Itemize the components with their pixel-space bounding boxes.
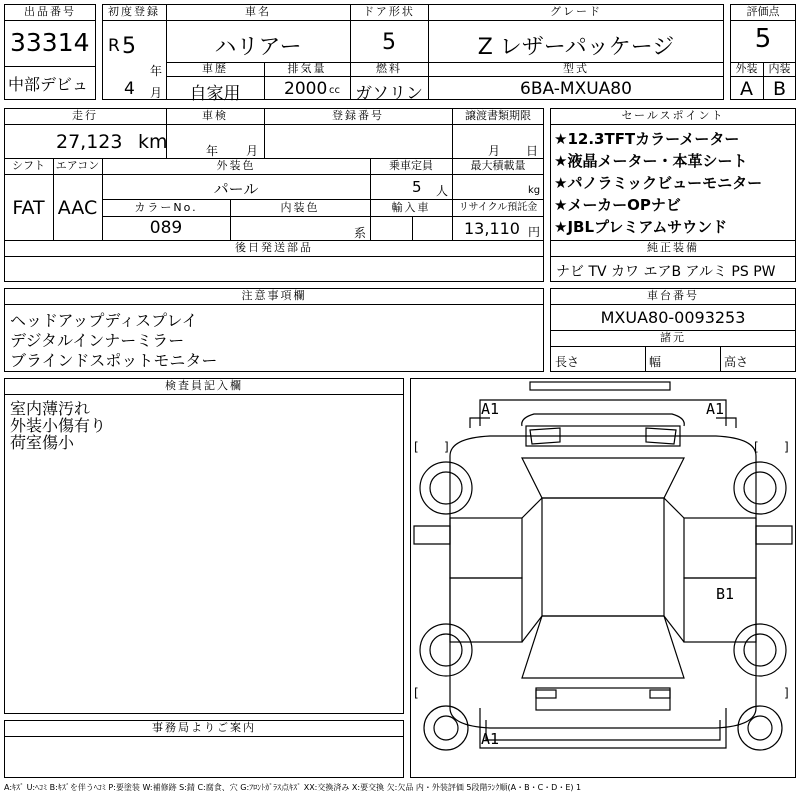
model-value: 6BA-MXUA80: [520, 79, 632, 99]
car-diagram: [410, 378, 796, 778]
sales-item: ★12.3TFTカラーメーター: [554, 130, 740, 148]
int-grade: B: [772, 78, 787, 100]
color-no-label: カラーNo.: [134, 201, 198, 214]
capacity-unit: 人: [436, 184, 449, 198]
recycle-value: 13,110: [464, 219, 520, 238]
lot-label: 出品番号: [24, 5, 76, 18]
glass-bracket: ]: [784, 686, 789, 700]
mileage-value: 27,123: [56, 131, 123, 153]
glass-bracket: [: [414, 686, 419, 700]
color-value: パール: [213, 180, 259, 198]
equip-label: 純正装備: [647, 241, 699, 254]
model-label: 型式: [563, 62, 589, 75]
fuel-label: 燃料: [376, 62, 402, 75]
spec-height: 高さ: [724, 355, 749, 369]
sales-item: ★パノラミックビューモニター: [554, 174, 763, 192]
inspector-item: 室内薄汚れ: [10, 399, 91, 418]
lot-number: 33314: [10, 28, 90, 57]
ext-grade: A: [740, 78, 753, 100]
transfer-month-unit: 月: [488, 144, 501, 158]
reg-year: 5: [122, 34, 136, 59]
color-no-value: 089: [149, 218, 183, 238]
capacity-label: 乗車定員: [389, 159, 433, 172]
recycle-unit: 円: [528, 225, 541, 239]
sales-item: ★メーカーOPナビ: [554, 196, 681, 214]
fuel-value: ガソリン: [355, 84, 423, 104]
glass-bracket: ]: [784, 440, 789, 454]
door-value: 5: [382, 30, 396, 55]
ac-label: エアコン: [55, 159, 100, 172]
displacement-value: 2000: [284, 79, 328, 99]
door-label: ドア形状: [363, 5, 415, 18]
sales-item: ★液晶メーター・本革シート: [554, 152, 748, 170]
era: R: [108, 36, 120, 56]
office-label: 事務局よりご案内: [152, 721, 256, 734]
legend: A:ｷｽﾞ U:ﾍｺﾐ B:ｷｽﾞを伴うﾍｺﾐ P:要塗装 W:補修跡 S:錆 C:腐食、穴 G:ﾌﾛﾝﾄｶﾞﾗｽ点ｷｽﾞ XX:交換済み X:要交換 欠:欠品 内・外装評価 5段階ﾗﾝｸ順(A・B・C・D・E) 1: [4, 783, 582, 792]
inspection-label: 車検: [202, 109, 228, 122]
note-item: ヘッドアップディスプレイ: [10, 311, 198, 330]
damage-mark: A1: [706, 400, 725, 418]
spec-width: 幅: [649, 355, 662, 369]
score-label: 評価点: [746, 5, 780, 18]
inspector-label: 検査員記入欄: [165, 379, 243, 392]
transfer-day-unit: 日: [526, 144, 539, 158]
damage-mark: A1: [481, 400, 500, 418]
spec-label: 諸元: [660, 331, 686, 344]
month-unit: 月: [150, 86, 163, 100]
damage-mark: B1: [716, 585, 735, 603]
shift-value: FAT: [12, 197, 45, 219]
first-reg-label: 初度登録: [108, 5, 160, 18]
grade-value: Z レザーパッケージ: [477, 35, 675, 60]
recycle-label: リサイクル預託金: [458, 202, 538, 213]
inspection-month-unit: 月: [246, 144, 259, 158]
mileage-label: 走行: [72, 109, 98, 122]
int-color-unit: 系: [354, 226, 367, 240]
displacement-label: 排気量: [287, 62, 327, 75]
glass-bracket: [: [754, 440, 759, 454]
inspection-year-unit: 年: [206, 144, 219, 158]
debut-label: 中部デビュ: [8, 75, 89, 94]
inspector-item: 外装小傷有り: [10, 416, 107, 435]
history-label: 車歴: [202, 62, 228, 75]
color-label: 外装色: [216, 159, 256, 172]
chassis-value: MXUA80-0093253: [600, 308, 746, 327]
inspector-item: 荷室傷小: [10, 433, 75, 452]
int-label: 内装: [768, 62, 791, 75]
equip-value: ナビ TV カワ エアB アルミ PS PW: [556, 264, 776, 280]
car-name: ハリアー: [214, 35, 302, 60]
later-parts-label: 後日発送部品: [235, 241, 313, 254]
displacement-unit: cc: [329, 85, 340, 96]
capacity-value: 5: [412, 178, 422, 196]
mileage-unit: km: [138, 131, 168, 153]
notes-label: 注意事項欄: [241, 289, 307, 302]
spec-length: 長さ: [555, 355, 580, 369]
transfer-label: 譲渡書類期限: [465, 109, 531, 122]
load-unit: kg: [528, 185, 541, 196]
glass-bracket: ]: [444, 440, 449, 454]
shift-label: シフト: [12, 159, 45, 172]
ext-label: 外装: [735, 62, 758, 75]
note-item: ブラインドスポットモニター: [10, 351, 218, 370]
note-item: デジタルインナーミラー: [10, 331, 185, 350]
int-color-label: 内装色: [280, 201, 320, 214]
chassis-label: 車台番号: [647, 289, 699, 302]
glass-bracket: [: [414, 440, 419, 454]
ac-value: AAC: [57, 197, 98, 219]
reg-month: 4: [124, 79, 135, 99]
damage-mark: A1: [481, 730, 500, 748]
reg-label: 登録番号: [332, 109, 384, 122]
sales-item: ★JBLプレミアムサウンド: [554, 218, 728, 236]
car-name-label: 車名: [245, 5, 271, 18]
score-value: 5: [754, 24, 772, 54]
grade-label: グレード: [550, 5, 602, 18]
history-value: 自家用: [189, 84, 241, 104]
import-label: 輸入車: [391, 201, 431, 214]
year-unit: 年: [150, 64, 163, 78]
load-label: 最大積載量: [470, 159, 526, 172]
sales-label: セールスポイント: [621, 109, 725, 122]
